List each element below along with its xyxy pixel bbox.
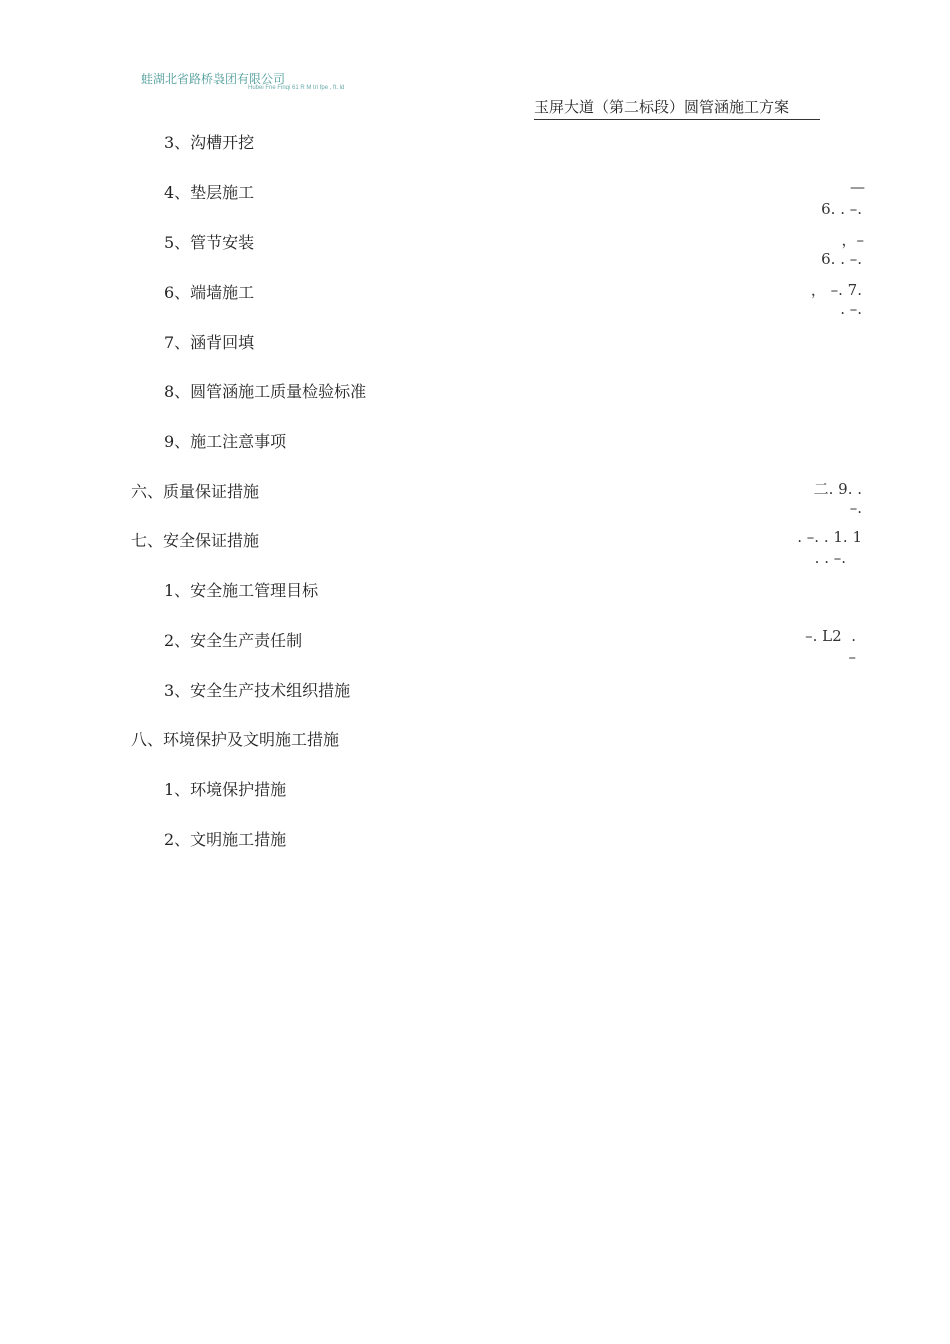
page-mark: 6. . –. [821, 250, 862, 268]
company-logo-cn: 蛙湖北省路桥袅团有限公司 [141, 72, 286, 86]
page-mark: – [848, 648, 856, 666]
page-mark: . –. . 1. 1 [797, 528, 862, 546]
page-mark: ， –. 7. [810, 281, 862, 299]
page-mark: –. L2 . [805, 627, 856, 645]
page-mark: . . –. [814, 549, 846, 567]
page-mark: ，– [841, 231, 864, 249]
toc-entry[interactable]: 1、环境保护措施 [164, 780, 287, 799]
toc-entry[interactable]: 3、沟槽开挖 [164, 133, 255, 152]
toc-entry[interactable]: 2、文明施工措施 [164, 830, 287, 849]
page-mark: –. [849, 499, 862, 517]
toc-entry[interactable]: 7、涵背回填 [164, 333, 255, 352]
toc-entry[interactable]: 9、施工注意事项 [164, 432, 287, 451]
company-logo-en: Hubei Fne Finqi 61 R M tri fpe , ft. ld [248, 85, 345, 91]
toc-section[interactable]: 八、环境保护及文明施工措施 [131, 730, 340, 749]
toc-entry[interactable]: 5、管节安装 [164, 233, 255, 252]
page-mark: 二. 9. . [813, 480, 862, 498]
toc-entry[interactable]: 6、端墙施工 [164, 283, 255, 302]
page-mark: 6. . –. [821, 200, 862, 218]
toc-entry[interactable]: 1、安全施工管理目标 [164, 581, 319, 600]
toc-entry[interactable]: 8、圆管涵施工质量检验标准 [164, 382, 367, 401]
page-mark: — [850, 178, 865, 196]
toc-section[interactable]: 七、安全保证措施 [131, 531, 260, 550]
document-title: 玉屏大道（第二标段）圆管涵施工方案 [534, 96, 820, 120]
toc-entry[interactable]: 4、垫层施工 [164, 183, 255, 202]
page-mark: . –. [840, 300, 862, 318]
toc-section[interactable]: 六、质量保证措施 [131, 482, 260, 501]
toc-entry[interactable]: 3、安全生产技术组织措施 [164, 681, 351, 700]
toc-entry[interactable]: 2、安全生产责任制 [164, 631, 303, 650]
